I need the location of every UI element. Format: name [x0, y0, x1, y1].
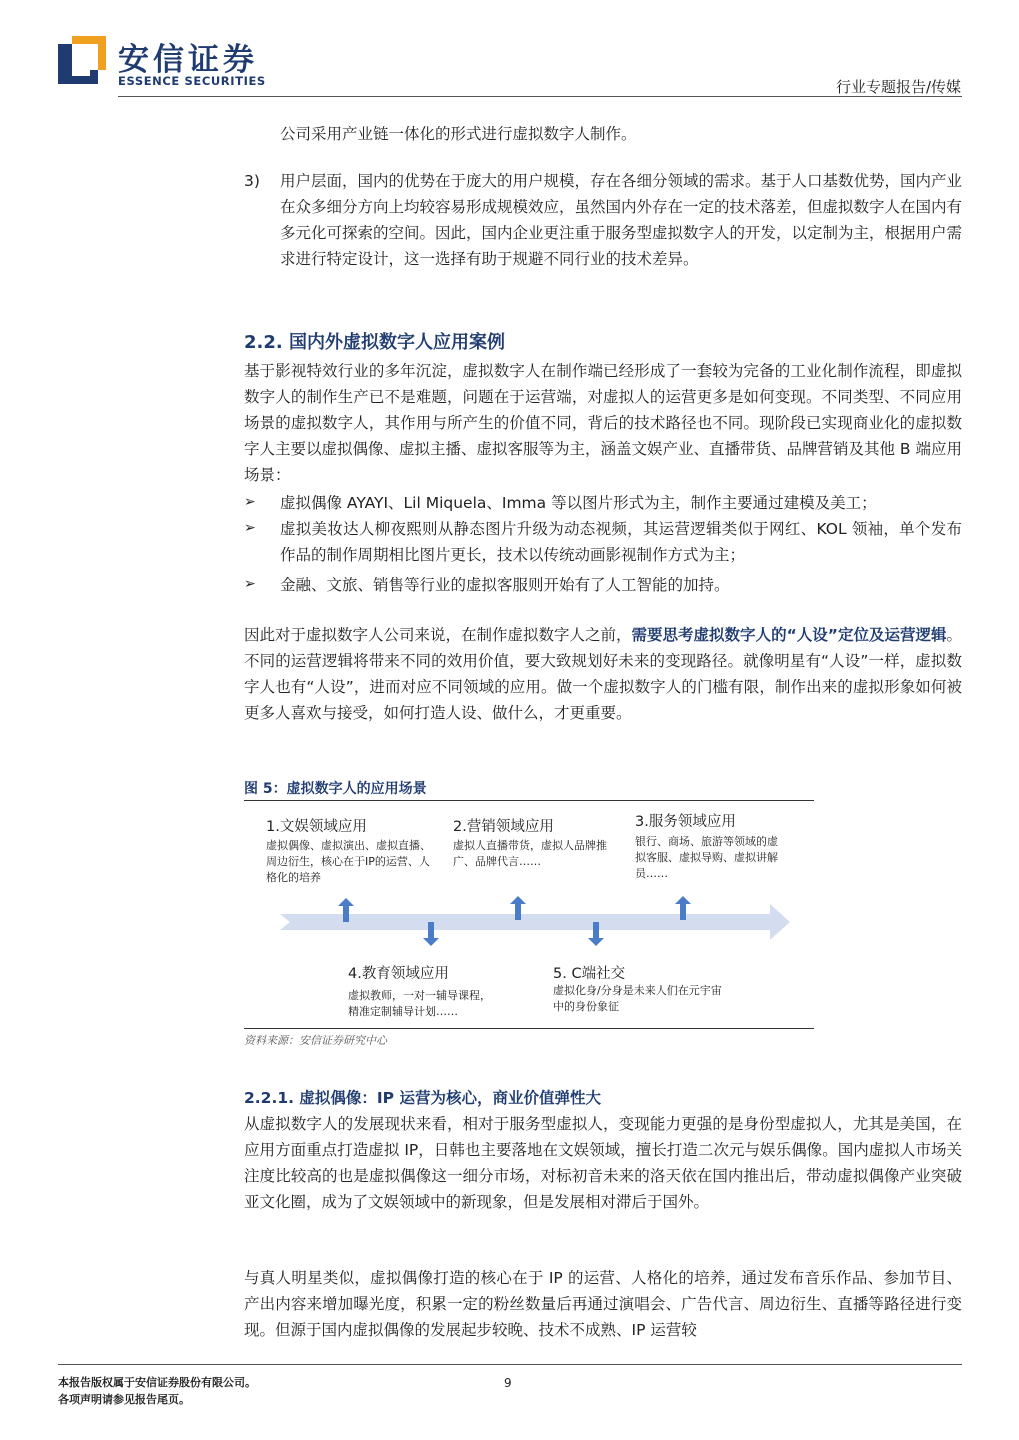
list-item-3-text: 用户层面，国内的优势在于庞大的用户规模，存在各细分领域的需求。基于人口基数优势，国内产业在众多细分方向上均较容易形成规模效应，虽然国内外存在一定的技术落差，但虚拟数字人在国内有多元化可探索的空间。因此，国内企业更注重于服务型虚拟数字人的开发，以定制为主，根据用户需求进行特定设计，这一选择有助于规避不同行业的技术差异。	[280, 172, 963, 268]
card-1-desc: 虚拟偶像、虚拟演出、虚拟直播、周边衍生，核心在于IP的运营、人格化的培养	[266, 839, 431, 884]
card-5-title: 5. C端社交	[553, 966, 626, 982]
card-3-desc: 银行、商场、旅游等领域的虚拟客服、虚拟导购、虚拟讲解员……	[635, 835, 778, 880]
logo-icon	[58, 36, 106, 84]
card-2-title: 2.营销领域应用	[453, 819, 554, 835]
card-3-title: 3.服务领域应用	[635, 814, 736, 830]
timeline-diagram	[276, 894, 796, 954]
footer-divider	[58, 1364, 962, 1365]
bullet-item-3: 金融、文旅、销售等行业的虚拟客服则开始有了人工智能的加持。	[280, 576, 730, 594]
card-1-title: 1.文娱领域应用	[266, 819, 367, 835]
report-section-label: 行业专题报告/传媒	[835, 78, 961, 96]
section-2-2-paragraph-1: 基于影视特效行业的多年沉淀，虚拟数字人在制作端已经形成了一套较为完备的工业化制作流程，即虚拟数字人的制作生产已不是难题，问题在于运营端，对虚拟人的运营更多是如何变现。不同类型、不同应用场景的虚拟数字人，其作用与所产生的价值不同，背后的技术路径也不同。现阶段已实现商业化的虚拟数字人主要以虚拟偶像、虚拟主播、虚拟客服等为主，涵盖文娱产业、直播带货、品牌营销及其他 B 端应用场景：	[244, 362, 962, 484]
card-4-title: 4.教育领域应用	[348, 966, 449, 982]
section-2-2-paragraph-2	[244, 622, 962, 726]
section-heading-2-2-1: 2.2.1. 虚拟偶像：IP 运营为核心，商业价值弹性大	[244, 1089, 601, 1107]
bullet-marker: ➢	[244, 494, 256, 510]
continuation-line: 公司采用产业链一体化的形式进行虚拟数字人制作。	[280, 125, 637, 143]
card-2-desc: 虚拟人直播带货，虚拟人品牌推广、品牌代言……	[453, 839, 607, 868]
paragraph-2-emphasis: 需要思考虚拟数字人的“人设”定位及运营逻辑	[631, 626, 947, 644]
bullet-item-1: 虚拟偶像 AYAYI、Lil Miquela、Imma 等以图片形式为主，制作主要通过建模及美工；	[280, 494, 877, 512]
bullet-marker: ➢	[244, 520, 256, 536]
paragraph-2-lead: 因此对于虚拟数字人公司来说，在制作虚拟数字人之前，	[244, 626, 632, 644]
figure-source: 资料来源：安信证券研究中心	[244, 1034, 387, 1047]
figure-top-rule	[244, 800, 814, 801]
card-5-desc: 虚拟化身/分身是未来人们在元宇宙中的身份象征	[553, 984, 722, 1013]
card-4-desc: 虚拟教师，一对一辅导课程，精准定制辅导计划……	[348, 989, 491, 1018]
section-heading-2-2: 2.2. 国内外虚拟数字人应用案例	[244, 332, 505, 353]
page-number: 9	[504, 1376, 512, 1390]
logo-chinese-text: 安信证券	[118, 42, 258, 78]
figure-title: 图 5：虚拟数字人的应用场景	[244, 781, 427, 797]
header-divider	[118, 96, 962, 97]
section-2-2-1-paragraph-2: 与真人明星类似，虚拟偶像打造的核心在于 IP 的运营、人格化的培养，通过发布音乐作品、参加节目、产出内容来增加曝光度，积累一定的粉丝数量后再通过演唱会、广告代言、周边衍生、直播等路径进行变现。但源于国内虚拟偶像的发展起步较晚、技术不成熟、IP 运营较	[244, 1269, 962, 1339]
footer-copyright: 本报告版权属于安信证券股份有限公司。	[58, 1376, 256, 1389]
logo-english-text: ESSENCE SECURITIES	[118, 74, 266, 88]
section-2-2-1-paragraph-1: 从虚拟数字人的发展现状来看，相对于服务型虚拟人，变现能力更强的是身份型虚拟人，尤其是美国，在应用方面重点打造虚拟 IP，日韩也主要落地在文娱领域，擅长打造二次元与娱乐偶像。国内虚拟人市场关注度比较高的也是虚拟偶像这一细分市场，对标初音未来的洛天依在国内推出后，带动虚拟偶像产业突破亚文化圈，成为了文娱领域中的新现象，但是发展相对滞后于国外。	[244, 1115, 962, 1211]
timeline-band	[280, 904, 790, 940]
paragraph-2-rest: 。不同的运营逻辑将带来不同的效用价值，要大致规划好未来的变现路径。就像明星有“人设”一样，虚拟数字人也有“人设”，进而对应不同领域的应用。做一个虚拟数字人的门槛有限，制作出来的虚拟形象如何被更多人喜欢与接受，如何打造人设、做什么，才更重要。	[244, 626, 962, 722]
footer-disclaimer: 各项声明请参见报告尾页。	[58, 1393, 190, 1406]
bullet-item-2: 虚拟美妆达人柳夜熙则从静态图片升级为动态视频，其运营逻辑类似于网红、KOL 领袖，单个发布作品的制作周期相比图片更长，技术以传统动画影视制作方式为主；	[280, 520, 962, 564]
bullet-marker: ➢	[244, 576, 256, 592]
figure-bottom-rule	[244, 1028, 814, 1029]
list-number-3: 3)	[244, 172, 260, 190]
